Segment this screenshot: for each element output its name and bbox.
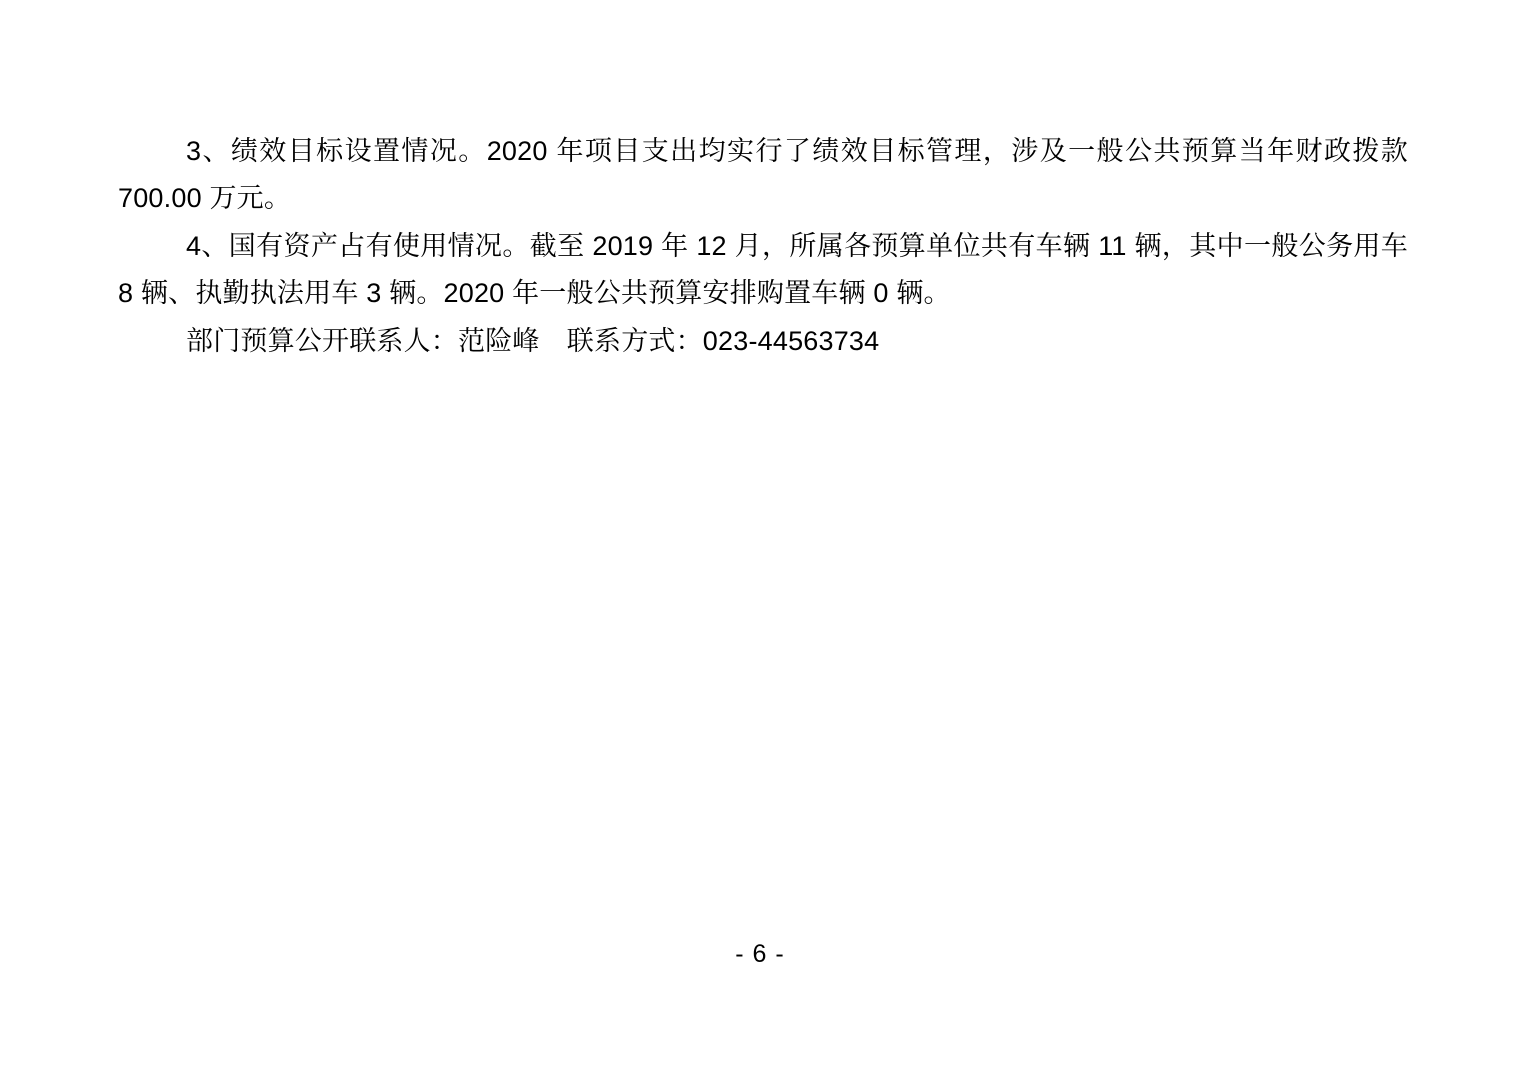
- document-body: [118, 128, 1408, 365]
- paragraph-performance-targets: 3、绩效目标设置情况。2020 年项目支出均实行了绩效目标管理，涉及一般公共预算当年财政拨款 700.00 万元。: [118, 136, 1408, 213]
- paragraph-state-assets: 4、国有资产占有使用情况。截至 2019 年 12 月，所属各预算单位共有车辆 11 辆，其中一般公务用车 8 辆、执勤执法用车 3 辆。2020 年一般公共预算安排购置车辆 0 辆。: [118, 231, 1408, 308]
- page-number-footer: - 6 -: [735, 940, 785, 968]
- paragraph-contact-info: 部门预算公开联系人：范险峰 联系方式：023-44563734: [186, 326, 880, 356]
